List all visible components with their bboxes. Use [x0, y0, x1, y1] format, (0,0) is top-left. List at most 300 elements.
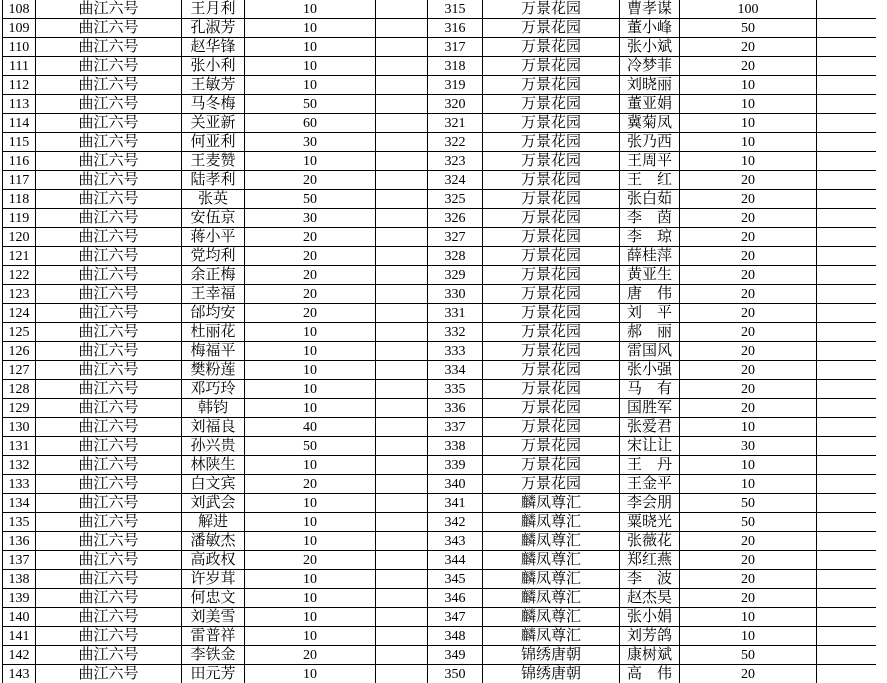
empty-cell	[376, 627, 428, 646]
amount-cell: 10	[680, 76, 817, 95]
row-number-cell: 134	[3, 494, 36, 513]
amount-cell: 10	[680, 133, 817, 152]
amount-cell: 50	[245, 95, 376, 114]
person-name-cell: 邓巧玲	[182, 380, 245, 399]
person-name-cell: 王幸福	[182, 285, 245, 304]
amount-cell: 20	[680, 551, 817, 570]
empty-cell	[817, 190, 876, 209]
row-number-cell: 131	[3, 437, 36, 456]
person-name-cell: 王月利	[182, 0, 245, 19]
person-name-cell: 张小强	[620, 361, 680, 380]
community-cell: 曲江六号	[36, 437, 182, 456]
person-name-cell: 冀菊凤	[620, 114, 680, 133]
empty-cell	[817, 475, 876, 494]
community-cell: 麟凤尊汇	[483, 513, 620, 532]
empty-cell	[376, 266, 428, 285]
community-cell: 锦绣唐朝	[483, 646, 620, 665]
empty-cell	[817, 551, 876, 570]
row-number-cell: 116	[3, 152, 36, 171]
table-row	[3, 76, 876, 95]
amount-cell: 10	[245, 513, 376, 532]
community-cell: 万景花园	[483, 266, 620, 285]
row-number-cell: 108	[3, 0, 36, 19]
empty-cell	[817, 247, 876, 266]
person-name-cell: 马 有	[620, 380, 680, 399]
table-row	[3, 627, 876, 646]
community-cell: 曲江六号	[36, 494, 182, 513]
person-name-cell: 李会朋	[620, 494, 680, 513]
empty-cell	[817, 589, 876, 608]
person-name-cell: 何亚利	[182, 133, 245, 152]
table-row	[3, 437, 876, 456]
person-name-cell: 许岁茸	[182, 570, 245, 589]
empty-cell	[817, 114, 876, 133]
table-row	[3, 646, 876, 665]
community-cell: 麟凤尊汇	[483, 589, 620, 608]
person-name-cell: 国胜军	[620, 399, 680, 418]
amount-cell: 20	[680, 570, 817, 589]
empty-cell	[376, 57, 428, 76]
empty-cell	[817, 57, 876, 76]
row-number-cell: 319	[428, 76, 483, 95]
amount-cell: 10	[245, 399, 376, 418]
person-name-cell: 关亚新	[182, 114, 245, 133]
person-name-cell: 张英	[182, 190, 245, 209]
row-number-cell: 121	[3, 247, 36, 266]
row-number-cell: 329	[428, 266, 483, 285]
amount-cell: 10	[245, 0, 376, 19]
community-cell: 曲江六号	[36, 0, 182, 19]
row-number-cell: 316	[428, 19, 483, 38]
table-row	[3, 190, 876, 209]
amount-cell: 10	[245, 494, 376, 513]
community-cell: 曲江六号	[36, 304, 182, 323]
row-number-cell: 322	[428, 133, 483, 152]
empty-cell	[376, 323, 428, 342]
amount-cell: 20	[680, 532, 817, 551]
person-name-cell: 刘武会	[182, 494, 245, 513]
person-name-cell: 李铁金	[182, 646, 245, 665]
amount-cell: 10	[245, 38, 376, 57]
person-name-cell: 薛桂萍	[620, 247, 680, 266]
person-name-cell: 张小娟	[620, 608, 680, 627]
community-cell: 曲江六号	[36, 380, 182, 399]
row-number-cell: 133	[3, 475, 36, 494]
row-number-cell: 111	[3, 57, 36, 76]
community-cell: 曲江六号	[36, 361, 182, 380]
person-name-cell: 白文宾	[182, 475, 245, 494]
row-number-cell: 112	[3, 76, 36, 95]
row-number-cell: 330	[428, 285, 483, 304]
empty-cell	[817, 380, 876, 399]
table-row	[3, 532, 876, 551]
amount-cell: 50	[680, 494, 817, 513]
person-name-cell: 高 伟	[620, 665, 680, 683]
amount-cell: 10	[245, 19, 376, 38]
row-number-cell: 328	[428, 247, 483, 266]
person-name-cell: 杜丽花	[182, 323, 245, 342]
empty-cell	[376, 456, 428, 475]
row-number-cell: 122	[3, 266, 36, 285]
empty-cell	[817, 437, 876, 456]
empty-cell	[376, 361, 428, 380]
row-number-cell: 335	[428, 380, 483, 399]
community-cell: 万景花园	[483, 361, 620, 380]
amount-cell: 30	[245, 133, 376, 152]
row-number-cell: 349	[428, 646, 483, 665]
person-name-cell: 李 茵	[620, 209, 680, 228]
community-cell: 万景花园	[483, 323, 620, 342]
empty-cell	[817, 152, 876, 171]
row-number-cell: 123	[3, 285, 36, 304]
community-cell: 麟凤尊汇	[483, 608, 620, 627]
empty-cell	[376, 209, 428, 228]
table-row	[3, 608, 876, 627]
row-number-cell: 120	[3, 228, 36, 247]
row-number-cell: 343	[428, 532, 483, 551]
empty-cell	[817, 209, 876, 228]
amount-cell: 10	[245, 57, 376, 76]
person-name-cell: 郑红燕	[620, 551, 680, 570]
community-cell: 锦绣唐朝	[483, 665, 620, 683]
person-name-cell: 冷梦菲	[620, 57, 680, 76]
empty-cell	[817, 399, 876, 418]
empty-cell	[376, 114, 428, 133]
empty-cell	[376, 152, 428, 171]
row-number-cell: 336	[428, 399, 483, 418]
amount-cell: 20	[245, 228, 376, 247]
amount-cell: 10	[245, 570, 376, 589]
community-cell: 曲江六号	[36, 228, 182, 247]
community-cell: 万景花园	[483, 57, 620, 76]
community-cell: 麟凤尊汇	[483, 494, 620, 513]
table-row	[3, 0, 876, 19]
amount-cell: 20	[680, 589, 817, 608]
row-number-cell: 115	[3, 133, 36, 152]
empty-cell	[376, 513, 428, 532]
empty-cell	[817, 76, 876, 95]
table-row	[3, 380, 876, 399]
person-name-cell: 粟晓光	[620, 513, 680, 532]
amount-cell: 40	[245, 418, 376, 437]
row-number-cell: 346	[428, 589, 483, 608]
amount-cell: 50	[245, 437, 376, 456]
amount-cell: 20	[680, 665, 817, 683]
table-row	[3, 304, 876, 323]
community-cell: 曲江六号	[36, 133, 182, 152]
amount-cell: 20	[680, 171, 817, 190]
amount-cell: 10	[680, 95, 817, 114]
empty-cell	[817, 171, 876, 190]
row-number-cell: 141	[3, 627, 36, 646]
amount-cell: 50	[680, 513, 817, 532]
person-name-cell: 李 波	[620, 570, 680, 589]
empty-cell	[376, 95, 428, 114]
table-row	[3, 323, 876, 342]
community-cell: 曲江六号	[36, 171, 182, 190]
row-number-cell: 345	[428, 570, 483, 589]
community-cell: 万景花园	[483, 285, 620, 304]
empty-cell	[817, 665, 876, 683]
row-number-cell: 332	[428, 323, 483, 342]
amount-cell: 20	[680, 399, 817, 418]
row-number-cell: 347	[428, 608, 483, 627]
amount-cell: 10	[245, 608, 376, 627]
person-name-cell: 刘 平	[620, 304, 680, 323]
community-cell: 麟凤尊汇	[483, 570, 620, 589]
row-number-cell: 317	[428, 38, 483, 57]
community-cell: 曲江六号	[36, 76, 182, 95]
empty-cell	[376, 608, 428, 627]
person-name-cell: 解进	[182, 513, 245, 532]
amount-cell: 20	[680, 38, 817, 57]
row-number-cell: 318	[428, 57, 483, 76]
empty-cell	[376, 380, 428, 399]
community-cell: 麟凤尊汇	[483, 627, 620, 646]
community-cell: 曲江六号	[36, 247, 182, 266]
empty-cell	[817, 133, 876, 152]
empty-cell	[817, 342, 876, 361]
row-number-cell: 339	[428, 456, 483, 475]
table-row	[3, 38, 876, 57]
community-cell: 曲江六号	[36, 38, 182, 57]
person-name-cell: 潘敏杰	[182, 532, 245, 551]
empty-cell	[376, 589, 428, 608]
row-number-cell: 338	[428, 437, 483, 456]
amount-cell: 10	[245, 589, 376, 608]
row-number-cell: 337	[428, 418, 483, 437]
person-name-cell: 党均利	[182, 247, 245, 266]
empty-cell	[376, 38, 428, 57]
person-name-cell: 郝 丽	[620, 323, 680, 342]
community-cell: 万景花园	[483, 76, 620, 95]
community-cell: 曲江六号	[36, 342, 182, 361]
row-number-cell: 128	[3, 380, 36, 399]
amount-cell: 10	[680, 608, 817, 627]
amount-cell: 10	[245, 323, 376, 342]
empty-cell	[376, 570, 428, 589]
community-cell: 万景花园	[483, 152, 620, 171]
empty-cell	[376, 399, 428, 418]
empty-cell	[376, 285, 428, 304]
community-cell: 万景花园	[483, 342, 620, 361]
person-name-cell: 安伍京	[182, 209, 245, 228]
amount-cell: 20	[680, 209, 817, 228]
empty-cell	[376, 171, 428, 190]
donation-table	[2, 0, 876, 683]
row-number-cell: 124	[3, 304, 36, 323]
row-number-cell: 333	[428, 342, 483, 361]
row-number-cell: 117	[3, 171, 36, 190]
table-row	[3, 133, 876, 152]
community-cell: 曲江六号	[36, 323, 182, 342]
community-cell: 曲江六号	[36, 95, 182, 114]
amount-cell: 10	[680, 627, 817, 646]
row-number-cell: 321	[428, 114, 483, 133]
community-cell: 曲江六号	[36, 589, 182, 608]
amount-cell: 10	[245, 76, 376, 95]
empty-cell	[817, 323, 876, 342]
person-name-cell: 宋让让	[620, 437, 680, 456]
table-row	[3, 418, 876, 437]
empty-cell	[817, 570, 876, 589]
person-name-cell: 梅福平	[182, 342, 245, 361]
person-name-cell: 雷普祥	[182, 627, 245, 646]
person-name-cell: 李 琼	[620, 228, 680, 247]
row-number-cell: 348	[428, 627, 483, 646]
empty-cell	[376, 342, 428, 361]
amount-cell: 20	[680, 247, 817, 266]
empty-cell	[376, 228, 428, 247]
empty-cell	[817, 19, 876, 38]
person-name-cell: 王 丹	[620, 456, 680, 475]
amount-cell: 30	[680, 437, 817, 456]
table-row	[3, 570, 876, 589]
community-cell: 万景花园	[483, 475, 620, 494]
amount-cell: 10	[680, 456, 817, 475]
community-cell: 万景花园	[483, 399, 620, 418]
amount-cell: 20	[680, 266, 817, 285]
empty-cell	[376, 418, 428, 437]
community-cell: 曲江六号	[36, 399, 182, 418]
person-name-cell: 邰均安	[182, 304, 245, 323]
community-cell: 曲江六号	[36, 570, 182, 589]
row-number-cell: 136	[3, 532, 36, 551]
person-name-cell: 孙兴贵	[182, 437, 245, 456]
row-number-cell: 334	[428, 361, 483, 380]
person-name-cell: 张白茹	[620, 190, 680, 209]
person-name-cell: 樊粉莲	[182, 361, 245, 380]
row-number-cell: 143	[3, 665, 36, 683]
community-cell: 曲江六号	[36, 627, 182, 646]
empty-cell	[817, 0, 876, 19]
empty-cell	[376, 437, 428, 456]
community-cell: 万景花园	[483, 380, 620, 399]
table-row	[3, 665, 876, 683]
person-name-cell: 马冬梅	[182, 95, 245, 114]
empty-cell	[817, 418, 876, 437]
community-cell: 曲江六号	[36, 266, 182, 285]
table-row	[3, 589, 876, 608]
empty-cell	[376, 304, 428, 323]
row-number-cell: 137	[3, 551, 36, 570]
person-name-cell: 张小斌	[620, 38, 680, 57]
community-cell: 万景花园	[483, 19, 620, 38]
empty-cell	[817, 646, 876, 665]
amount-cell: 10	[245, 380, 376, 399]
row-number-cell: 132	[3, 456, 36, 475]
empty-cell	[817, 361, 876, 380]
table-row	[3, 209, 876, 228]
person-name-cell: 王 红	[620, 171, 680, 190]
amount-cell: 50	[680, 19, 817, 38]
empty-cell	[376, 19, 428, 38]
amount-cell: 20	[245, 247, 376, 266]
community-cell: 曲江六号	[36, 285, 182, 304]
empty-cell	[817, 266, 876, 285]
row-number-cell: 138	[3, 570, 36, 589]
row-number-cell: 341	[428, 494, 483, 513]
amount-cell: 20	[245, 551, 376, 570]
empty-cell	[376, 133, 428, 152]
person-name-cell: 王金平	[620, 475, 680, 494]
community-cell: 万景花园	[483, 114, 620, 133]
amount-cell: 10	[680, 418, 817, 437]
community-cell: 曲江六号	[36, 114, 182, 133]
person-name-cell: 韩钧	[182, 399, 245, 418]
table-row	[3, 361, 876, 380]
person-name-cell: 董亚娟	[620, 95, 680, 114]
person-name-cell: 刘福良	[182, 418, 245, 437]
empty-cell	[817, 228, 876, 247]
table-row	[3, 399, 876, 418]
person-name-cell: 赵杰昊	[620, 589, 680, 608]
row-number-cell: 125	[3, 323, 36, 342]
person-name-cell: 刘美雪	[182, 608, 245, 627]
amount-cell: 10	[245, 152, 376, 171]
person-name-cell: 何忠文	[182, 589, 245, 608]
person-name-cell: 王麦赞	[182, 152, 245, 171]
table-row	[3, 247, 876, 266]
empty-cell	[817, 38, 876, 57]
community-cell: 曲江六号	[36, 57, 182, 76]
table-row	[3, 114, 876, 133]
row-number-cell: 113	[3, 95, 36, 114]
person-name-cell: 张薇花	[620, 532, 680, 551]
community-cell: 曲江六号	[36, 513, 182, 532]
amount-cell: 10	[680, 475, 817, 494]
row-number-cell: 342	[428, 513, 483, 532]
empty-cell	[817, 285, 876, 304]
community-cell: 万景花园	[483, 190, 620, 209]
person-name-cell: 康树斌	[620, 646, 680, 665]
row-number-cell: 315	[428, 0, 483, 19]
empty-cell	[376, 646, 428, 665]
table-body	[3, 0, 876, 683]
table-row	[3, 152, 876, 171]
row-number-cell: 350	[428, 665, 483, 683]
community-cell: 万景花园	[483, 38, 620, 57]
amount-cell: 20	[245, 285, 376, 304]
person-name-cell: 赵华锋	[182, 38, 245, 57]
empty-cell	[817, 513, 876, 532]
amount-cell: 60	[245, 114, 376, 133]
community-cell: 万景花园	[483, 133, 620, 152]
empty-cell	[376, 190, 428, 209]
table-row	[3, 19, 876, 38]
table-row	[3, 228, 876, 247]
table-row	[3, 475, 876, 494]
amount-cell: 20	[680, 342, 817, 361]
table-row	[3, 456, 876, 475]
empty-cell	[376, 532, 428, 551]
amount-cell: 20	[245, 304, 376, 323]
amount-cell: 20	[680, 190, 817, 209]
amount-cell: 50	[245, 190, 376, 209]
community-cell: 麟凤尊汇	[483, 551, 620, 570]
person-name-cell: 林陕生	[182, 456, 245, 475]
row-number-cell: 127	[3, 361, 36, 380]
amount-cell: 10	[245, 665, 376, 683]
table-row	[3, 171, 876, 190]
amount-cell: 20	[245, 171, 376, 190]
row-number-cell: 326	[428, 209, 483, 228]
community-cell: 万景花园	[483, 95, 620, 114]
table-row	[3, 513, 876, 532]
community-cell: 曲江六号	[36, 418, 182, 437]
empty-cell	[817, 95, 876, 114]
row-number-cell: 324	[428, 171, 483, 190]
